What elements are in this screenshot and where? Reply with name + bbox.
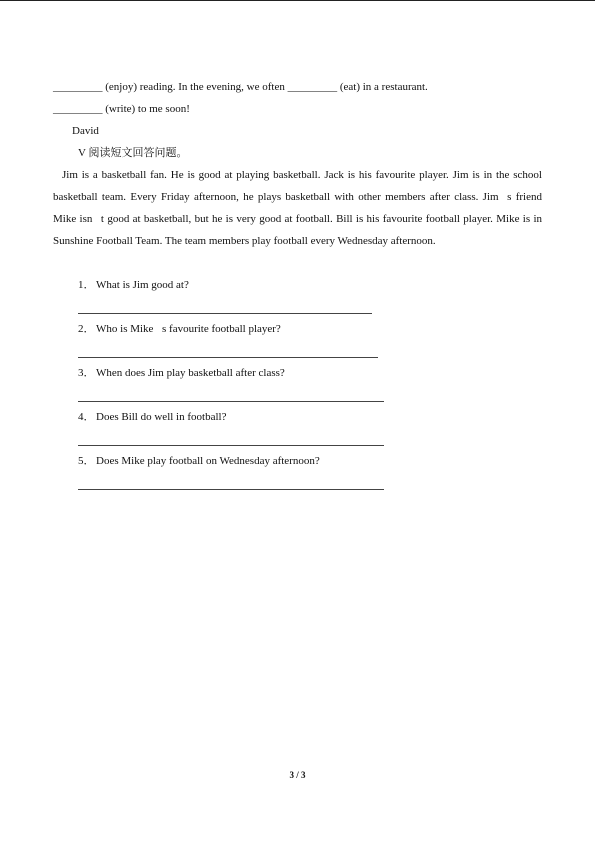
question-text: When does Jim play basketball after class? [96, 367, 285, 379]
question-text: What is Jim good at? [96, 279, 189, 291]
answer-line-3 [78, 401, 384, 402]
question-text: Does Bill do well in football? [96, 411, 227, 423]
letter-signature: David [72, 125, 99, 137]
answer-line-5 [78, 489, 384, 490]
question-text: Does Mike play football on Wednesday afternoon? [96, 455, 320, 467]
question-text: Who is Mike s favourite football player? [96, 323, 281, 335]
reading-passage: Jim is a basketball fan. He is good at playing basketball. Jack is his favourite player. Jim is in the school basketball team. Every Friday afternoon, he plays basketball with other members after class. Jim s friend Mike isn t good at basketball, but he is very good at football. Bill is his favourite football player. Mike is in Sunshine Football Team. The team members play football every Wednesday afternoon. [53, 169, 542, 247]
answer-line-4 [78, 445, 384, 446]
question-number: 1． [78, 279, 95, 291]
question-number: 4． [78, 411, 95, 423]
question-5 [78, 455, 320, 468]
question-number: 5． [78, 455, 95, 467]
question-number: 3． [78, 367, 95, 379]
question-3 [78, 367, 285, 380]
question-4 [78, 411, 226, 424]
letter-line-2: _________ (write) to me soon! [53, 103, 190, 115]
section-title: V 阅读短文回答问题。 [78, 147, 188, 159]
answer-line-2 [78, 357, 378, 358]
letter-line-1: _________ (enjoy) reading. In the evening, we often _________ (eat) in a restaurant. [53, 81, 428, 93]
page-number: 3 / 3 [289, 770, 306, 780]
question-1 [78, 279, 189, 292]
question-2 [78, 323, 281, 336]
answer-line-1 [78, 313, 372, 314]
question-number: 2． [78, 323, 95, 335]
top-border [0, 0, 595, 1]
